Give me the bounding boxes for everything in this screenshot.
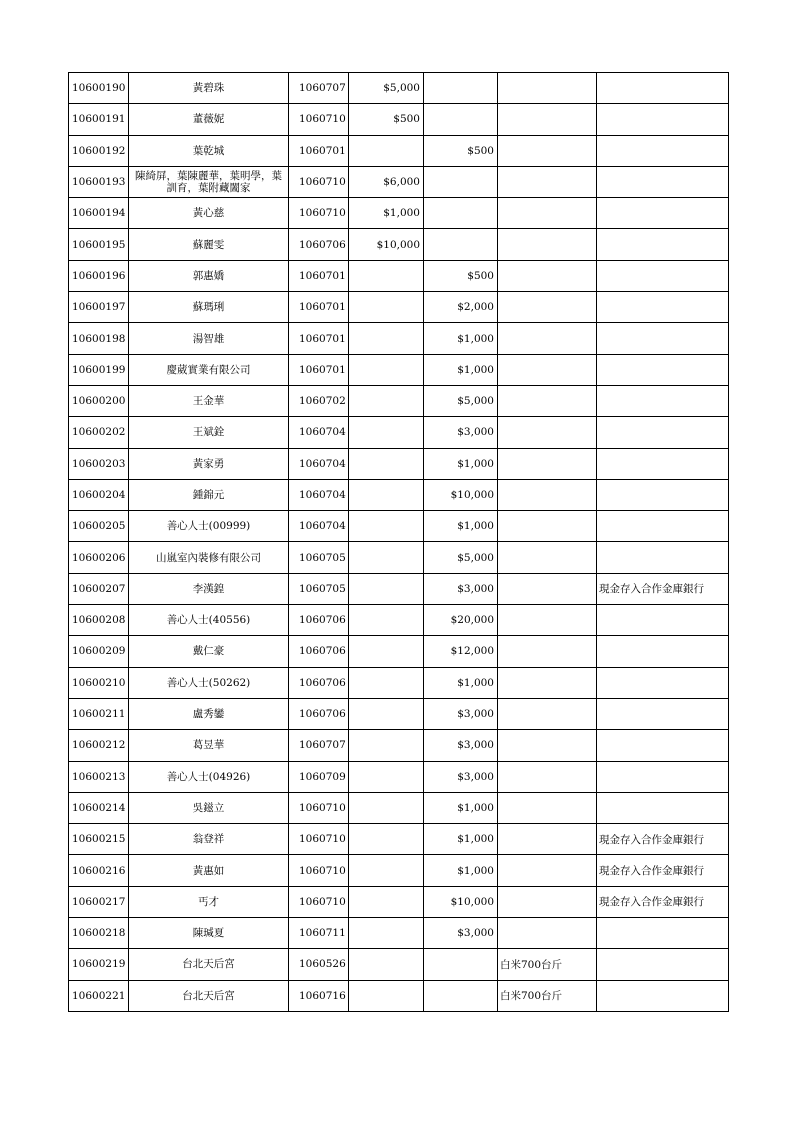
goods-donation-cell xyxy=(498,292,597,323)
table-row xyxy=(69,824,729,855)
remark-cell xyxy=(597,229,729,260)
receipt-number-cell: 10600207 xyxy=(69,573,129,604)
goods-donation-cell: 白米700台斤 xyxy=(498,980,597,1011)
receipt-number-cell: 10600215 xyxy=(69,824,129,855)
table-row xyxy=(69,949,729,980)
donation-date-cell: 1060710 xyxy=(289,824,349,855)
receipt-number-cell: 10600196 xyxy=(69,260,129,291)
receipt-number-cell: 10600191 xyxy=(69,104,129,135)
donor-name-cell: 郭惠嬌 xyxy=(129,260,289,291)
cash-amount-cell: $1,000 xyxy=(349,198,424,229)
donation-date-cell: 1060710 xyxy=(289,792,349,823)
cash-amount-cell xyxy=(349,135,424,166)
donor-name-cell: 黃碧珠 xyxy=(129,73,289,104)
remark-cell xyxy=(597,292,729,323)
donation-date-cell: 1060706 xyxy=(289,667,349,698)
table-row xyxy=(69,511,729,542)
receipt-number-cell: 10600214 xyxy=(69,792,129,823)
goods-donation-cell xyxy=(498,761,597,792)
remark-cell xyxy=(597,949,729,980)
donor-name-cell: 黃心慈 xyxy=(129,198,289,229)
table-row xyxy=(69,260,729,291)
table-row xyxy=(69,855,729,886)
remark-cell: 現金存入合作金庫銀行 xyxy=(597,824,729,855)
cash-amount-cell: $10,000 xyxy=(349,229,424,260)
cash-amount-cell xyxy=(349,542,424,573)
remark-cell xyxy=(597,667,729,698)
transfer-amount-cell: $3,000 xyxy=(424,698,498,729)
table-row xyxy=(69,229,729,260)
transfer-amount-cell: $3,000 xyxy=(424,761,498,792)
donation-date-cell: 1060705 xyxy=(289,542,349,573)
table-row xyxy=(69,385,729,416)
table-row xyxy=(69,573,729,604)
goods-donation-cell xyxy=(498,166,597,197)
remark-cell xyxy=(597,792,729,823)
donation-date-cell: 1060706 xyxy=(289,229,349,260)
donor-name-cell: 善心人士(40556) xyxy=(129,605,289,636)
transfer-amount-cell xyxy=(424,73,498,104)
donation-date-cell: 1060710 xyxy=(289,198,349,229)
transfer-amount-cell: $1,000 xyxy=(424,511,498,542)
cash-amount-cell xyxy=(349,354,424,385)
remark-cell: 現金存入合作金庫銀行 xyxy=(597,573,729,604)
receipt-number-cell: 10600206 xyxy=(69,542,129,573)
transfer-amount-cell: $10,000 xyxy=(424,479,498,510)
goods-donation-cell xyxy=(498,511,597,542)
donor-name-cell: 蘇瑪琍 xyxy=(129,292,289,323)
donor-name-cell: 善心人士(04926) xyxy=(129,761,289,792)
cash-amount-cell xyxy=(349,855,424,886)
table-row xyxy=(69,135,729,166)
receipt-number-cell: 10600212 xyxy=(69,730,129,761)
donor-name-cell: 盧秀鑾 xyxy=(129,698,289,729)
donor-name-cell: 董薇妮 xyxy=(129,104,289,135)
receipt-number-cell: 10600200 xyxy=(69,385,129,416)
table-row xyxy=(69,292,729,323)
remark-cell: 現金存入合作金庫銀行 xyxy=(597,855,729,886)
transfer-amount-cell xyxy=(424,949,498,980)
receipt-number-cell: 10600205 xyxy=(69,511,129,542)
goods-donation-cell xyxy=(498,260,597,291)
donation-date-cell: 1060709 xyxy=(289,761,349,792)
donor-name-cell: 吳鎡立 xyxy=(129,792,289,823)
remark-cell xyxy=(597,73,729,104)
goods-donation-cell xyxy=(498,918,597,949)
cash-amount-cell: $5,000 xyxy=(349,73,424,104)
donation-date-cell: 1060701 xyxy=(289,354,349,385)
donor-name-cell: 葉乾城 xyxy=(129,135,289,166)
transfer-amount-cell: $3,000 xyxy=(424,573,498,604)
table-row xyxy=(69,479,729,510)
table-body xyxy=(69,73,729,1012)
donor-name-cell: 王金華 xyxy=(129,385,289,416)
remark-cell xyxy=(597,323,729,354)
goods-donation-cell xyxy=(498,542,597,573)
goods-donation-cell xyxy=(498,323,597,354)
table-row xyxy=(69,73,729,104)
table-row xyxy=(69,886,729,917)
table-row xyxy=(69,542,729,573)
cash-amount-cell xyxy=(349,448,424,479)
cash-amount-cell xyxy=(349,667,424,698)
receipt-number-cell: 10600195 xyxy=(69,229,129,260)
table-row xyxy=(69,636,729,667)
remark-cell xyxy=(597,260,729,291)
cash-amount-cell xyxy=(349,573,424,604)
donor-name-cell: 葛昱華 xyxy=(129,730,289,761)
remark-cell xyxy=(597,479,729,510)
receipt-number-cell: 10600190 xyxy=(69,73,129,104)
donation-date-cell: 1060704 xyxy=(289,448,349,479)
receipt-number-cell: 10600211 xyxy=(69,698,129,729)
donor-name-cell: 鍾錦元 xyxy=(129,479,289,510)
goods-donation-cell xyxy=(498,354,597,385)
goods-donation-cell xyxy=(498,73,597,104)
goods-donation-cell xyxy=(498,698,597,729)
donor-name-cell: 善心人士(00999) xyxy=(129,511,289,542)
cash-amount-cell xyxy=(349,698,424,729)
donation-date-cell: 1060710 xyxy=(289,855,349,886)
receipt-number-cell: 10600213 xyxy=(69,761,129,792)
donor-name-cell: 台北天后宮 xyxy=(129,980,289,1011)
donor-name-cell: 善心人士(50262) xyxy=(129,667,289,698)
donation-date-cell: 1060716 xyxy=(289,980,349,1011)
table-row xyxy=(69,980,729,1011)
cash-amount-cell xyxy=(349,918,424,949)
goods-donation-cell xyxy=(498,448,597,479)
donation-date-cell: 1060526 xyxy=(289,949,349,980)
receipt-number-cell: 10600217 xyxy=(69,886,129,917)
donation-table xyxy=(68,72,729,1012)
cash-amount-cell xyxy=(349,511,424,542)
transfer-amount-cell: $2,000 xyxy=(424,292,498,323)
donor-name-cell: 黃家勇 xyxy=(129,448,289,479)
table-row xyxy=(69,605,729,636)
cash-amount-cell xyxy=(349,292,424,323)
transfer-amount-cell: $12,000 xyxy=(424,636,498,667)
transfer-amount-cell: $1,000 xyxy=(424,824,498,855)
remark-cell xyxy=(597,636,729,667)
donor-name-cell: 湯智雄 xyxy=(129,323,289,354)
table-row xyxy=(69,761,729,792)
table-row xyxy=(69,104,729,135)
cash-amount-cell xyxy=(349,761,424,792)
goods-donation-cell xyxy=(498,417,597,448)
transfer-amount-cell xyxy=(424,198,498,229)
table-row xyxy=(69,198,729,229)
transfer-amount-cell: $500 xyxy=(424,135,498,166)
receipt-number-cell: 10600210 xyxy=(69,667,129,698)
cash-amount-cell xyxy=(349,949,424,980)
donation-date-cell: 1060704 xyxy=(289,417,349,448)
goods-donation-cell xyxy=(498,385,597,416)
remark-cell xyxy=(597,980,729,1011)
remark-cell xyxy=(597,542,729,573)
cash-amount-cell xyxy=(349,605,424,636)
transfer-amount-cell: $3,000 xyxy=(424,730,498,761)
goods-donation-cell xyxy=(498,824,597,855)
donation-date-cell: 1060701 xyxy=(289,135,349,166)
transfer-amount-cell: $1,000 xyxy=(424,448,498,479)
receipt-number-cell: 10600193 xyxy=(69,166,129,197)
donor-name-cell: 台北天后宮 xyxy=(129,949,289,980)
transfer-amount-cell: $10,000 xyxy=(424,886,498,917)
receipt-number-cell: 10600221 xyxy=(69,980,129,1011)
receipt-number-cell: 10600203 xyxy=(69,448,129,479)
remark-cell xyxy=(597,198,729,229)
receipt-number-cell: 10600216 xyxy=(69,855,129,886)
remark-cell xyxy=(597,605,729,636)
receipt-number-cell: 10600202 xyxy=(69,417,129,448)
cash-amount-cell xyxy=(349,417,424,448)
transfer-amount-cell: $5,000 xyxy=(424,542,498,573)
remark-cell xyxy=(597,135,729,166)
goods-donation-cell xyxy=(498,792,597,823)
cash-amount-cell: $6,000 xyxy=(349,166,424,197)
goods-donation-cell xyxy=(498,636,597,667)
cash-amount-cell xyxy=(349,980,424,1011)
remark-cell xyxy=(597,730,729,761)
table-row xyxy=(69,667,729,698)
remark-cell xyxy=(597,511,729,542)
donor-name-cell: 陳綺屏，葉陳麗華，葉明學，葉訓育，葉附藏闔家 xyxy=(129,166,289,197)
cash-amount-cell xyxy=(349,260,424,291)
goods-donation-cell xyxy=(498,730,597,761)
receipt-number-cell: 10600199 xyxy=(69,354,129,385)
transfer-amount-cell: $1,000 xyxy=(424,855,498,886)
remark-cell xyxy=(597,385,729,416)
goods-donation-cell xyxy=(498,229,597,260)
table-row xyxy=(69,354,729,385)
cash-amount-cell xyxy=(349,479,424,510)
goods-donation-cell xyxy=(498,573,597,604)
transfer-amount-cell xyxy=(424,104,498,135)
cash-amount-cell xyxy=(349,636,424,667)
donation-date-cell: 1060701 xyxy=(289,323,349,354)
transfer-amount-cell xyxy=(424,980,498,1011)
donation-date-cell: 1060702 xyxy=(289,385,349,416)
remark-cell xyxy=(597,448,729,479)
transfer-amount-cell: $1,000 xyxy=(424,323,498,354)
transfer-amount-cell: $1,000 xyxy=(424,792,498,823)
receipt-number-cell: 10600208 xyxy=(69,605,129,636)
donor-name-cell: 蘇麗雯 xyxy=(129,229,289,260)
transfer-amount-cell xyxy=(424,229,498,260)
table-row xyxy=(69,448,729,479)
transfer-amount-cell: $20,000 xyxy=(424,605,498,636)
transfer-amount-cell: $3,000 xyxy=(424,918,498,949)
remark-cell: 現金存入合作金庫銀行 xyxy=(597,886,729,917)
transfer-amount-cell: $1,000 xyxy=(424,667,498,698)
donor-name-cell: 丐才 xyxy=(129,886,289,917)
remark-cell xyxy=(597,354,729,385)
receipt-number-cell: 10600192 xyxy=(69,135,129,166)
table-row xyxy=(69,323,729,354)
donor-name-cell: 山嵐室內裝修有限公司 xyxy=(129,542,289,573)
donor-name-cell: 翁登祥 xyxy=(129,824,289,855)
donor-name-cell: 李漢鍠 xyxy=(129,573,289,604)
remark-cell xyxy=(597,761,729,792)
cash-amount-cell xyxy=(349,886,424,917)
donation-date-cell: 1060710 xyxy=(289,104,349,135)
goods-donation-cell xyxy=(498,886,597,917)
receipt-number-cell: 10600219 xyxy=(69,949,129,980)
table-row xyxy=(69,792,729,823)
receipt-number-cell: 10600204 xyxy=(69,479,129,510)
donation-date-cell: 1060706 xyxy=(289,605,349,636)
remark-cell xyxy=(597,918,729,949)
donor-name-cell: 黃惠如 xyxy=(129,855,289,886)
donation-date-cell: 1060701 xyxy=(289,260,349,291)
receipt-number-cell: 10600198 xyxy=(69,323,129,354)
table-row xyxy=(69,698,729,729)
goods-donation-cell xyxy=(498,479,597,510)
table-row xyxy=(69,730,729,761)
donation-date-cell: 1060707 xyxy=(289,730,349,761)
remark-cell xyxy=(597,104,729,135)
donor-name-cell: 慶葳實業有限公司 xyxy=(129,354,289,385)
cash-amount-cell xyxy=(349,323,424,354)
goods-donation-cell xyxy=(498,667,597,698)
donation-date-cell: 1060710 xyxy=(289,886,349,917)
donation-date-cell: 1060704 xyxy=(289,479,349,510)
goods-donation-cell xyxy=(498,104,597,135)
cash-amount-cell xyxy=(349,792,424,823)
table-row xyxy=(69,918,729,949)
cash-amount-cell xyxy=(349,824,424,855)
receipt-number-cell: 10600197 xyxy=(69,292,129,323)
receipt-number-cell: 10600218 xyxy=(69,918,129,949)
donation-date-cell: 1060707 xyxy=(289,73,349,104)
transfer-amount-cell xyxy=(424,166,498,197)
table-row xyxy=(69,417,729,448)
transfer-amount-cell: $3,000 xyxy=(424,417,498,448)
goods-donation-cell xyxy=(498,855,597,886)
receipt-number-cell: 10600209 xyxy=(69,636,129,667)
remark-cell xyxy=(597,417,729,448)
receipt-number-cell: 10600194 xyxy=(69,198,129,229)
donation-date-cell: 1060706 xyxy=(289,698,349,729)
cash-amount-cell xyxy=(349,730,424,761)
transfer-amount-cell: $5,000 xyxy=(424,385,498,416)
cash-amount-cell xyxy=(349,385,424,416)
donation-date-cell: 1060711 xyxy=(289,918,349,949)
donation-date-cell: 1060706 xyxy=(289,636,349,667)
remark-cell xyxy=(597,698,729,729)
goods-donation-cell: 白米700台斤 xyxy=(498,949,597,980)
transfer-amount-cell: $500 xyxy=(424,260,498,291)
remark-cell xyxy=(597,166,729,197)
donor-name-cell: 戴仁豪 xyxy=(129,636,289,667)
goods-donation-cell xyxy=(498,198,597,229)
table-row xyxy=(69,166,729,197)
donation-date-cell: 1060710 xyxy=(289,166,349,197)
cash-amount-cell: $500 xyxy=(349,104,424,135)
donor-name-cell: 王斌銓 xyxy=(129,417,289,448)
donation-date-cell: 1060704 xyxy=(289,511,349,542)
donation-date-cell: 1060701 xyxy=(289,292,349,323)
goods-donation-cell xyxy=(498,605,597,636)
donor-name-cell: 陳瑊夏 xyxy=(129,918,289,949)
goods-donation-cell xyxy=(498,135,597,166)
donation-date-cell: 1060705 xyxy=(289,573,349,604)
transfer-amount-cell: $1,000 xyxy=(424,354,498,385)
